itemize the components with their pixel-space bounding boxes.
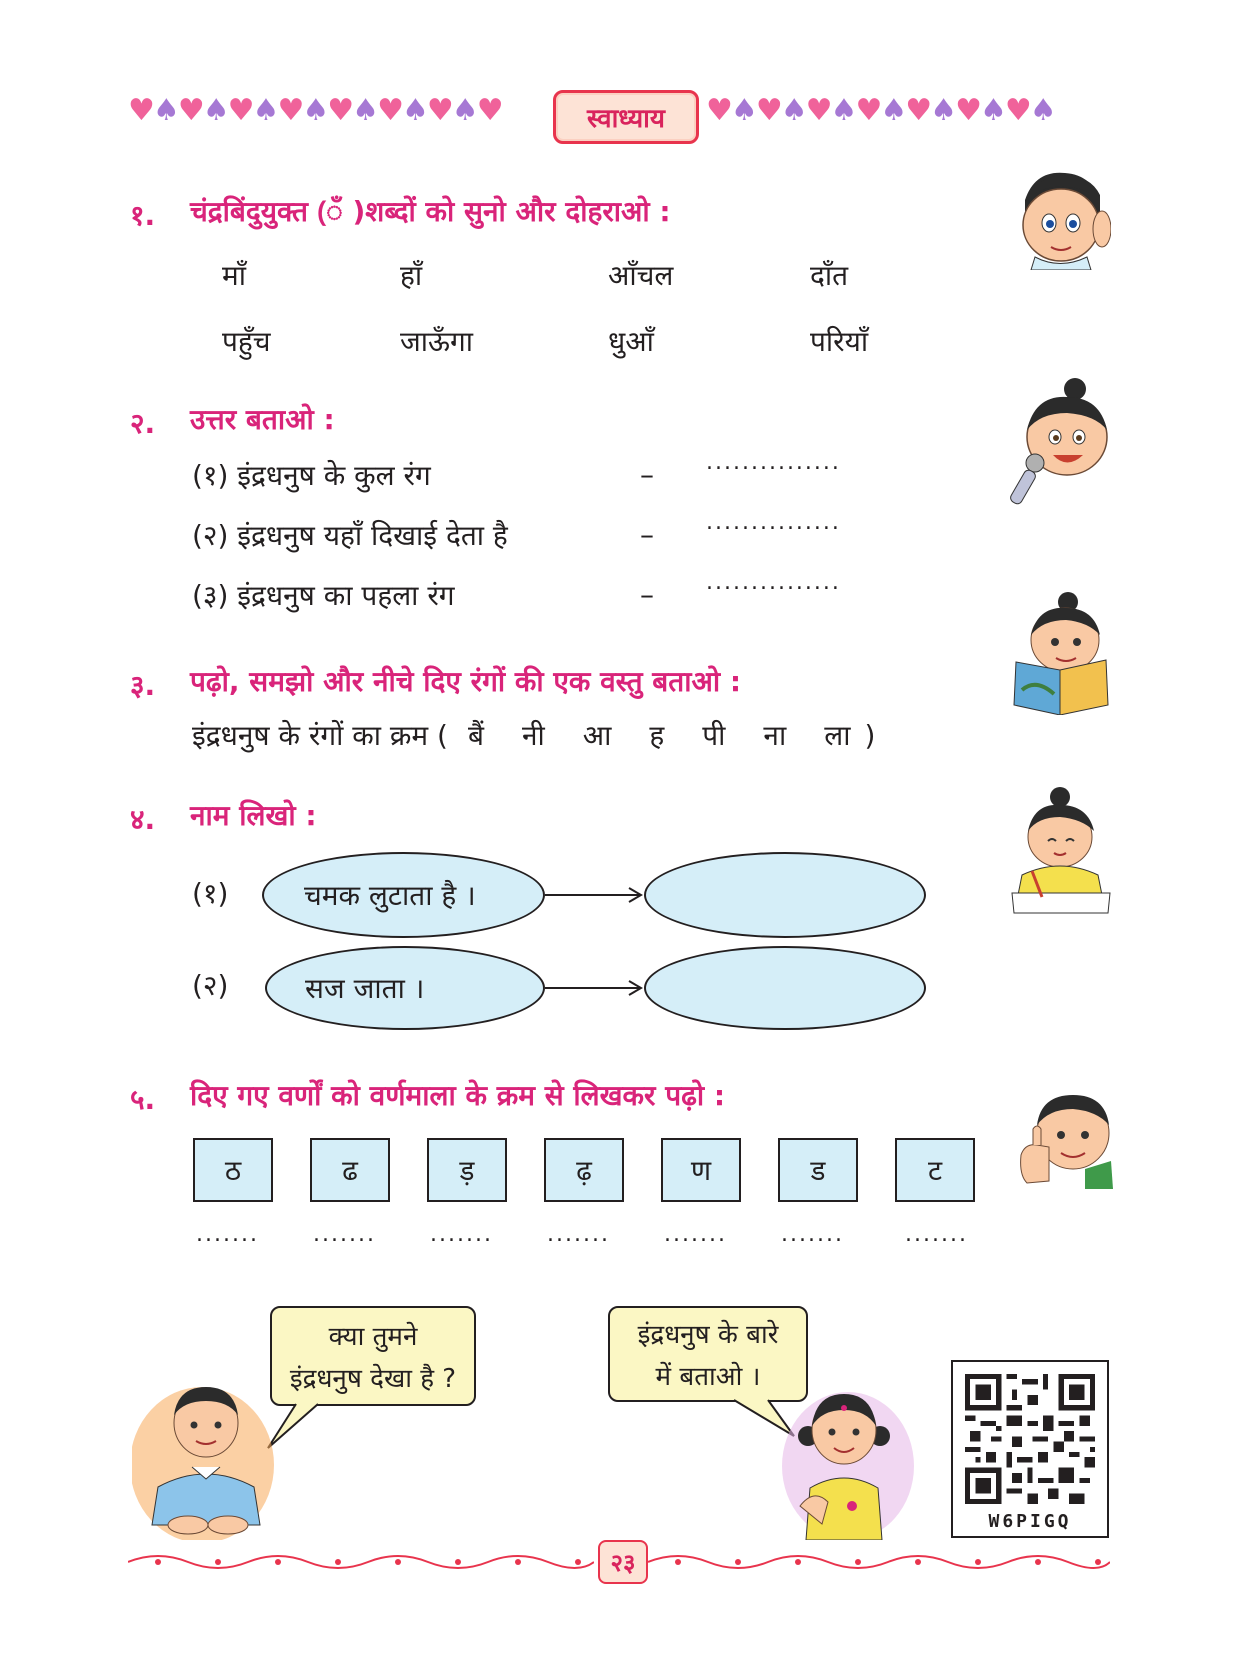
question-3-text: पढ़ो, समझो और नीचे दिए रंगों की एक वस्तु बताओ : [190, 665, 742, 698]
word-item: दाँत [810, 259, 849, 292]
girl-reading-illustration [1010, 590, 1110, 715]
qr-code[interactable] [951, 1360, 1109, 1538]
clue-text: सज जाता । [305, 972, 425, 1005]
question-1-text: चंद्रबिंदुयुक्त (ँ )शब्दों को सुनो और दोहराओ : [190, 195, 671, 228]
boy-thumbs-up-illustration [1015, 1085, 1115, 1190]
bubble-text: इंद्रधनुष देखा है ? [289, 1364, 457, 1394]
bubble-text: इंद्रधनुष के बारे [637, 1320, 779, 1350]
letter-blank[interactable]: ....... [196, 1222, 259, 1247]
answer-ellipse[interactable] [644, 946, 926, 1030]
clue-text: चमक लुटाता है । [304, 879, 476, 912]
sequence-item: ना [763, 719, 787, 752]
question-4-text: नाम लिखो : [190, 799, 317, 832]
speech-bubble-boy [270, 1306, 476, 1406]
answer-blank[interactable]: ............... [706, 450, 841, 475]
girl-clapping-illustration [770, 1378, 915, 1540]
header-hearts-right: ♥♠♥♠♥♠♥♠♥♠♥♠♥♠ [706, 93, 1055, 128]
letter-box: ठ [193, 1138, 273, 1202]
letter-blank[interactable]: ....... [905, 1222, 968, 1247]
word-item: माँ [222, 259, 246, 292]
sequence-item: ह [649, 719, 665, 752]
girl-writing-illustration [1008, 785, 1114, 915]
question-3-number: ३. [130, 669, 156, 702]
question-1-number: १. [130, 199, 156, 232]
question-2-item: (२) इंद्रधनुष यहाँ दिखाई देता है [192, 519, 508, 552]
row-label: (१) [192, 877, 229, 910]
separator-dash: – [640, 518, 654, 551]
question-2-item: (१) इंद्रधनुष के कुल रंग [192, 459, 431, 492]
question-2-number: २. [130, 407, 156, 440]
arrow-icon [545, 978, 645, 998]
word-item: धुआँ [608, 325, 654, 358]
question-5-text: दिए गए वर्णों को वर्णमाला के क्रम से लिखकर पढ़ो : [190, 1079, 726, 1112]
clue-ellipse [265, 946, 545, 1030]
sequence-suffix: ) [864, 719, 876, 752]
sequence-item: नी [521, 719, 545, 752]
page-number: २३ [598, 1540, 648, 1584]
qr-code-icon [965, 1374, 1095, 1504]
word-item: आँचल [608, 259, 674, 292]
letter-box: ट [895, 1138, 975, 1202]
sequence-prefix: इंद्रधनुष के रंगों का क्रम ( [192, 719, 448, 752]
qr-code-label: W6PIGQ [988, 1511, 1072, 1532]
answer-ellipse[interactable] [644, 852, 926, 938]
separator-dash: – [640, 458, 654, 491]
answer-blank[interactable]: ............... [706, 510, 841, 535]
word-item: जाऊँगा [400, 325, 474, 358]
rainbow-color-sequence [192, 716, 875, 754]
letter-blank[interactable]: ....... [781, 1222, 844, 1247]
bubble-text: क्या तुमने [328, 1322, 418, 1352]
letter-blank[interactable]: ....... [664, 1222, 727, 1247]
header-hearts-left: ♥♠♥♠♥♠♥♠♥♠♥♠♥♠♥ [128, 93, 502, 128]
letter-box: ढ [310, 1138, 390, 1202]
letter-box: ण [661, 1138, 741, 1202]
question-2-item: (३) इंद्रधनुष का पहला रंग [192, 579, 455, 612]
letter-box: ढ़ [544, 1138, 624, 1202]
word-item: पहुँच [222, 325, 271, 358]
page-title: स्वाध्याय [553, 90, 699, 144]
clue-ellipse [262, 852, 545, 938]
sequence-item: आ [582, 719, 612, 752]
footer-ornament-left [128, 1548, 594, 1572]
sequence-item: पी [702, 719, 726, 752]
girl-microphone-illustration [1005, 375, 1113, 510]
sequence-item: ला [824, 719, 851, 752]
row-label: (२) [192, 969, 229, 1002]
sequence-item: बैं [467, 719, 484, 752]
boy-listening-illustration [1005, 165, 1111, 270]
question-2-text: उत्तर बताओ : [190, 403, 335, 436]
letter-blank[interactable]: ....... [547, 1222, 610, 1247]
word-item: परियाँ [810, 325, 869, 358]
letter-blank[interactable]: ....... [430, 1222, 493, 1247]
boy-at-desk-illustration [132, 1375, 282, 1540]
letter-box: ड [778, 1138, 858, 1202]
bubble-text: में बताओ । [655, 1362, 761, 1392]
question-4-number: ४. [130, 803, 156, 836]
arrow-icon [545, 885, 645, 905]
question-5-number: ५. [130, 1083, 156, 1116]
letter-blank[interactable]: ....... [313, 1222, 376, 1247]
letter-box: ड़ [427, 1138, 507, 1202]
word-item: हाँ [400, 259, 423, 292]
footer-ornament-right [648, 1548, 1110, 1572]
separator-dash: – [640, 578, 654, 611]
answer-blank[interactable]: ............... [706, 570, 841, 595]
